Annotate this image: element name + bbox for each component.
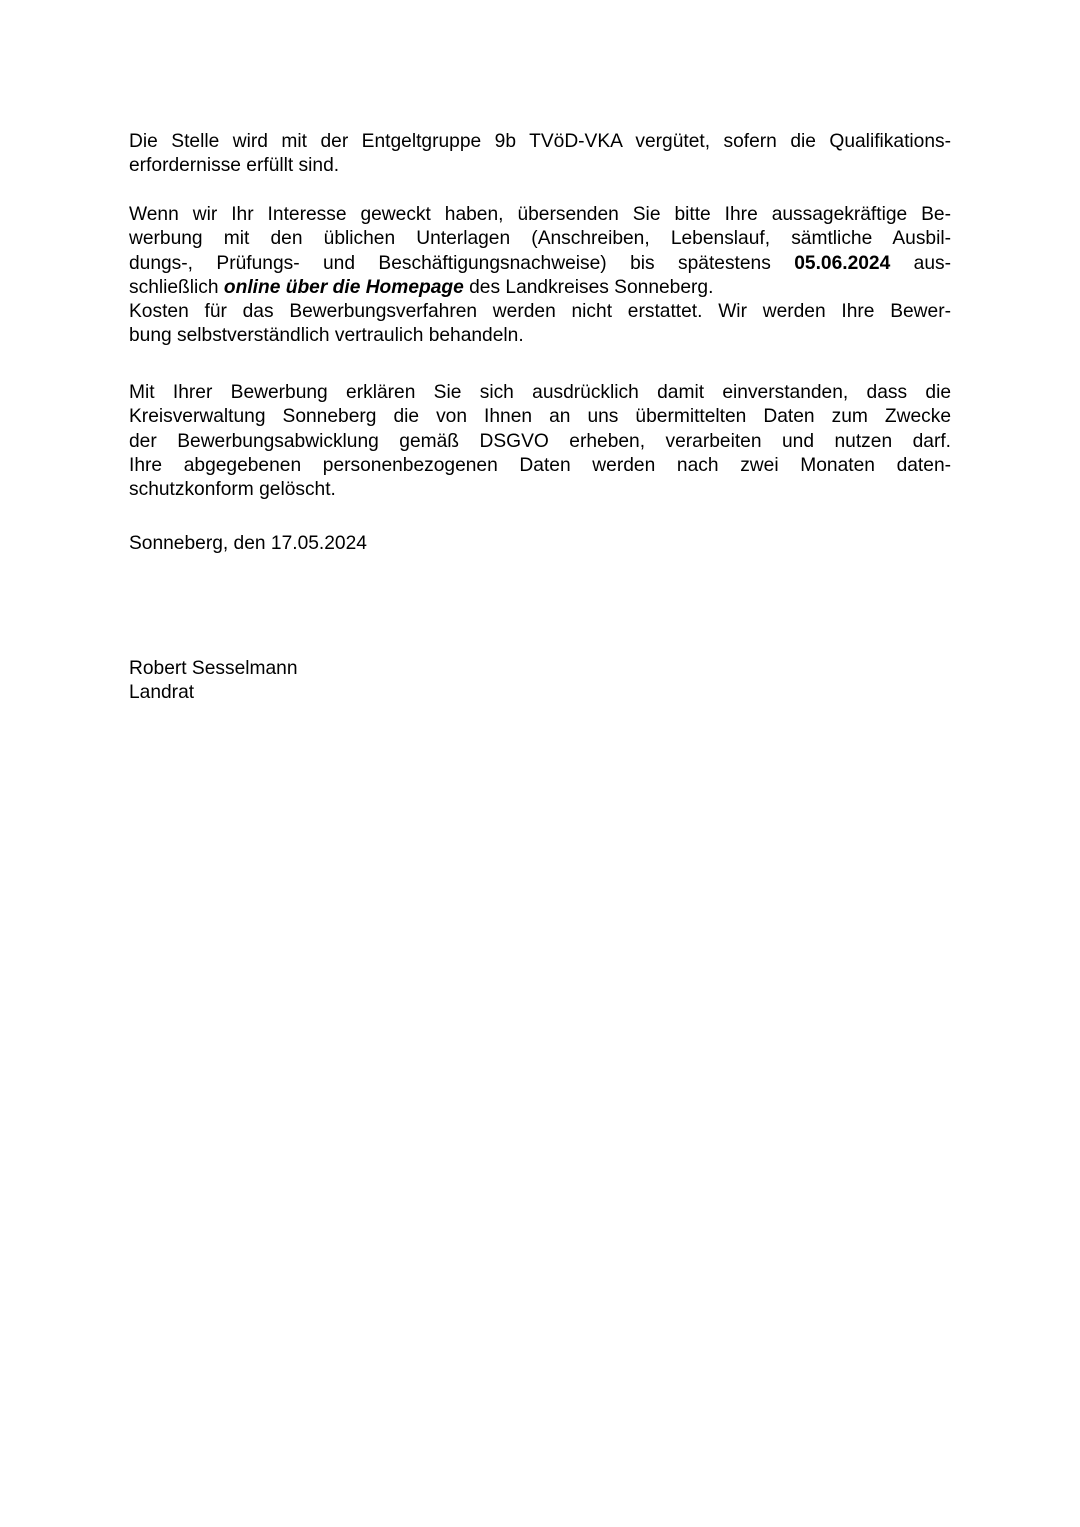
application-line-1: Wenn wir Ihr Interesse geweckt haben, übersenden Sie bitte Ihre aussagekräftige Be- <box>129 204 951 225</box>
salary-line-2: erfordernisse erfüllt sind. <box>129 155 340 177</box>
application-line-3: dungs-, Prüfungs- und Beschäftigungsnachweise) bis spätestens 05.06.2024 aus- <box>129 252 951 274</box>
privacy-line-2: Kreisverwaltung Sonneberg die von Ihnen an uns übermittelten Daten zum Zwecke <box>129 406 951 428</box>
application-line-4: schließlich online über die Homepage des Landkreises Sonneberg. <box>129 276 714 298</box>
salary-line-1: Die Stelle wird mit der Entgeltgruppe 9b TVöD-VKA vergütet, sofern die Qualifikations- <box>129 131 951 152</box>
application-line-2: werbung mit den üblichen Unterlagen (Anschreiben, Lebenslauf, sämtliche Ausbil- <box>129 228 951 250</box>
signatory-title: Landrat <box>129 682 195 703</box>
privacy-line-3: der Bewerbungsabwicklung gemäß DSGVO erheben, verarbeiten und nutzen darf. <box>129 430 951 452</box>
place-date: Sonneberg, den 17.05.2024 <box>129 533 367 554</box>
application-paragraph <box>129 203 951 349</box>
privacy-line-4: Ihre abgegebenen personenbezogenen Daten werden nach zwei Monaten daten- <box>129 454 951 476</box>
online-homepage-emphasis: online über die Homepage <box>223 276 464 298</box>
salary-paragraph <box>129 130 951 179</box>
application-line-6: bung selbstverständlich vertraulich behandeln. <box>129 325 524 347</box>
privacy-line-1: Mit Ihrer Bewerbung erklären Sie sich ausdrücklich damit einverstanden, dass die <box>129 382 951 403</box>
privacy-line-5: schutzkonform gelöscht. <box>129 479 336 501</box>
application-line-5: Kosten für das Bewerbungsverfahren werden nicht erstattet. Wir werden Ihre Bewer- <box>129 301 951 323</box>
privacy-paragraph <box>129 381 951 502</box>
signatory-name: Robert Sesselmann <box>129 658 298 679</box>
deadline-date: 05.06.2024 <box>794 252 891 274</box>
